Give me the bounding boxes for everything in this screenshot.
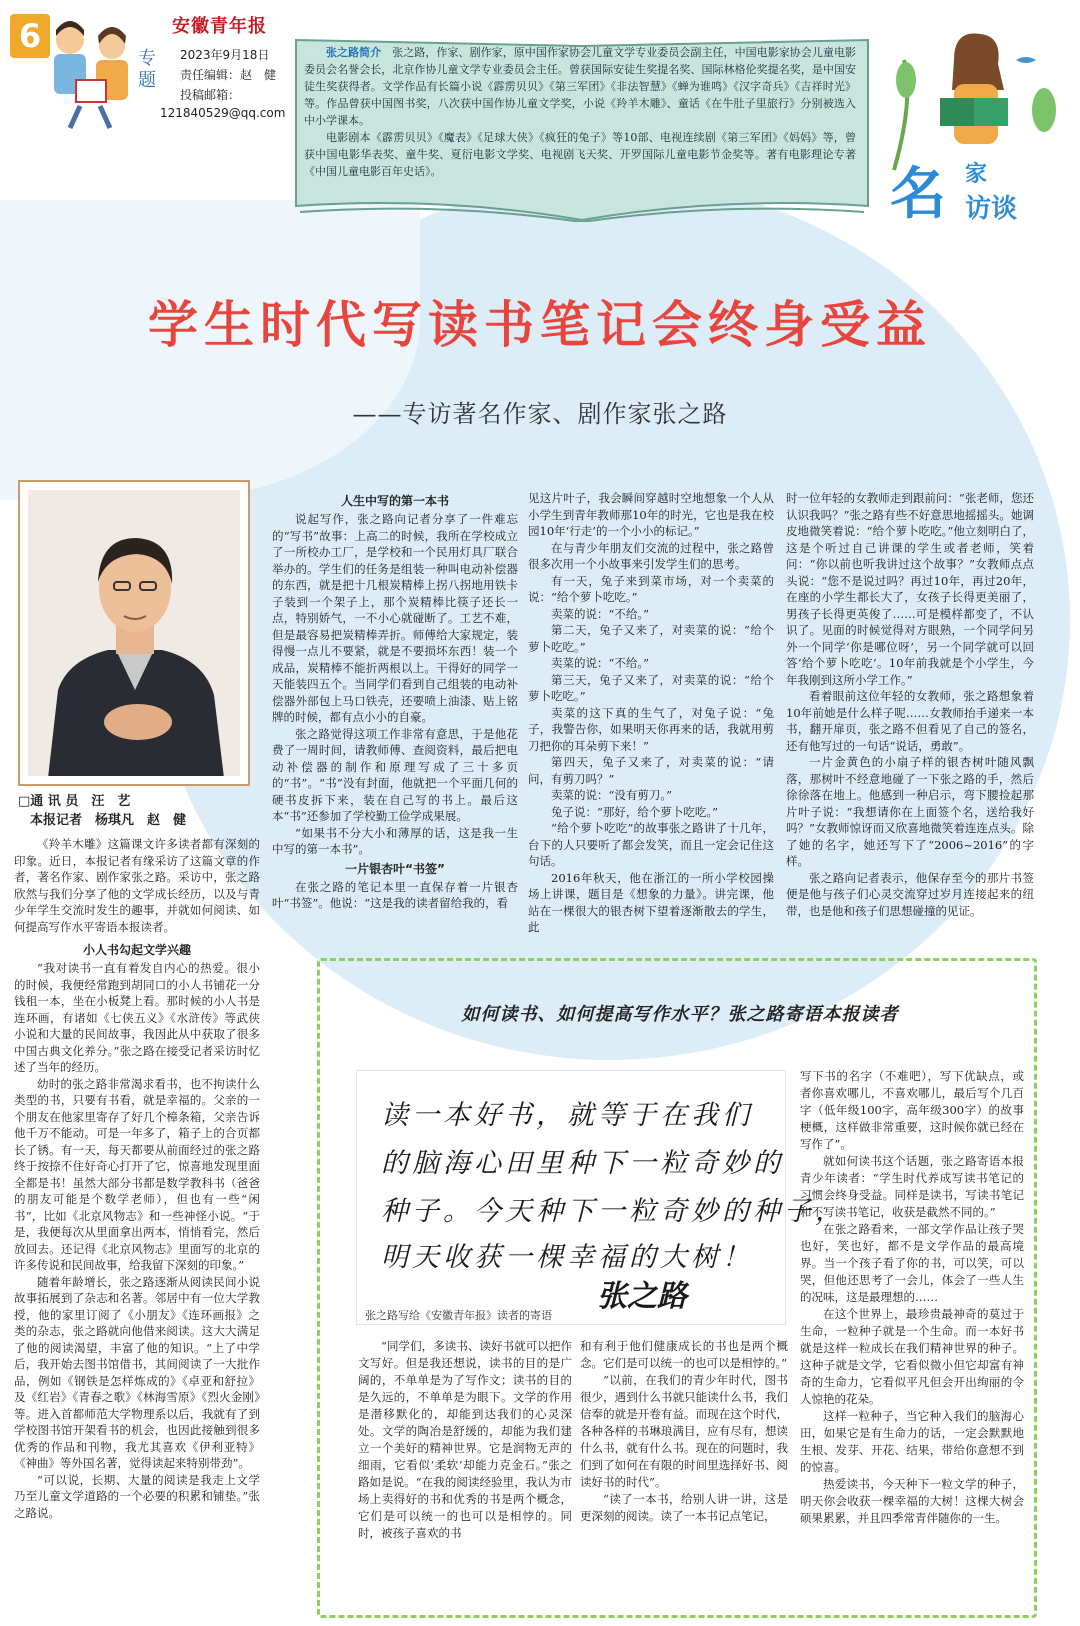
article-column-3 — [528, 490, 774, 936]
article-column-4 — [786, 490, 1034, 919]
byline-correspondent: □通 讯 员 汪 艺 — [18, 794, 131, 809]
handwritten-message — [356, 1070, 846, 1325]
section-heading: 小人书勾起文学兴趣 — [82, 943, 191, 957]
column-logo-jia: 家 — [965, 162, 988, 187]
editor-credit: 责任编辑：赵 健 — [180, 68, 277, 82]
message-paragraph: 在张之路看来，一部文学作品让孩子哭也好，笑也好，都不是文学作品的最高境界。当一个孩子看了你的书，可以笑，可以哭，但他还思考了一会儿，体会了一些人生的况味，这是最理想的…… — [800, 1222, 1024, 1304]
author-signature: 张之路 — [597, 1279, 687, 1314]
article-paragraph: 在张之路的笔记本里一直保存着一片银杏叶“书签”。他说：“这是我的读者留给我的，看 — [272, 879, 518, 910]
article-column-2 — [272, 490, 518, 912]
byline-reporters: 本报记者 杨琪凡 赵 健 — [30, 813, 187, 828]
section-heading: 人生中写的第一本书 — [340, 494, 449, 508]
article-paragraph: 2016年秋天，他在浙江的一所小学校园操场上讲课，题目是《想象的力量》。讲完课，他站在一棵很大的银杏树下望着逐渐散去的学生，此 — [528, 870, 774, 934]
article-paragraph: “可以说，长期、大量的阅读是我走上文学乃至儿童文学道路的一个必要的积累和铺垫。”张之路说。 — [14, 1472, 260, 1520]
article-headline: 学生时代写读书笔记会终身受益 — [148, 295, 932, 354]
author-biography — [304, 44, 856, 180]
author-photo — [18, 480, 250, 786]
article-paragraph: “如果书不分大小和薄厚的话，这是我一生中写的第一本书”。 — [272, 825, 518, 856]
article-paragraph: 第四天，兔子又来了，对卖菜的说：“请问，有剪刀吗？” — [528, 755, 774, 786]
biography-paragraph: 电影剧本《霹雳贝贝》《魔表》《足球大侠》《疯狂的兔子》等10部、电视连续剧《第三军团》《妈妈》等，曾获中国电影华表奖、童牛奖、夏衍电影文学奖、电视剧飞天奖、开罗国际儿童电影节金奖等。著有电影理论专著《中国儿童电影百年史话》。 — [304, 131, 856, 178]
article-paragraph: 卖菜的说：“不给。” — [551, 606, 650, 621]
article-subheadline: ——专访著名作家、剧作家张之路 — [352, 400, 728, 428]
article-paragraph: 第二天，兔子又来了，对卖菜的说：“给个萝卜吃吃。” — [528, 623, 774, 654]
message-paragraph: “读了一本书，给别人讲一讲，这是更深刻的阅读。读了一本书记点笔记， — [580, 1492, 788, 1523]
handwriting-line: 的脑海心田里种下一粒奇妙的 — [381, 1148, 784, 1179]
article-paragraph: 卖菜的说：“不给。” — [551, 656, 650, 670]
section-label: 专题 — [138, 48, 156, 91]
article-paragraph: 卖菜的说：“没有剪刀。” — [551, 788, 673, 802]
message-column-1 — [358, 1338, 572, 1542]
column-logo-ming: 名 — [890, 162, 946, 227]
article-paragraph: 《羚羊木雕》这篇课文许多读者都有深刻的印象。近日，本报记者有缘采访了这篇文章的作者，著名作家、剧作家张之路。采访中，张之路欣然与我们分享了他的文学成长经历，以及与青少年学生交流时发生的趣事，并就如何阅读、如何提高写作水平寄语本报读者。 — [14, 837, 260, 934]
article-paragraph: 张之路向记者表示，他保存至今的那片书签便是他与孩子们心灵交流穿过岁月连接起来的纽带，也是他和孩子们思想碰撞的见证。 — [786, 870, 1034, 918]
message-column-2 — [580, 1338, 788, 1525]
handwriting-caption: 张之路写给《安徽青年报》读者的寄语 — [365, 1309, 552, 1322]
biography-heading: 张之路简介 — [326, 46, 382, 59]
message-paragraph: 写下书的名字（不难吧），写下优缺点，或者你喜欢哪儿，不喜欢哪儿，最后写个几百字（低年级100字，高年级300字）的故事梗概，这样做非常重要，这时候你就已经在写作了”。 — [800, 1069, 1024, 1151]
article-paragraph: 张之路觉得这项工作非常有意思，于是他花费了一周时间，请教师傅、查阅资料，最后把电动补偿器的制作和原理写成了三十多页的“书”。“书”没有封面，他就把一个平面几何的硬书皮拆下来，装在自己写的书上。最后这本“书”还参加了学校勤工俭学成果展。 — [272, 726, 518, 823]
message-column-3 — [800, 1068, 1024, 1527]
article-paragraph: 有一天，兔子来到菜市场，对一个卖菜的说：“给个萝卜吃吃。” — [528, 573, 774, 604]
section-heading: 一片银杏叶“书签” — [345, 861, 445, 876]
article-paragraph: 卖菜的这下真的生气了，对兔子说：“兔子，我警告你，如果明天你再来的话，我就用剪刀把你的耳朵剪下来！” — [528, 705, 774, 753]
biography-paragraph: 张之路，作家、剧作家，原中国作家协会儿童文学专业委员会副主任，中国电影家协会儿童电影委员会名誉会长，北京作协儿童文学专业委员会主任。曾获国际安徒生奖提名奖、国际林格伦奖提名奖，是中国安徒生奖获得者。文学作品有长篇小说《霹雳贝贝》《第三军团》《非法智慧》《蝉为谁鸣》《汉字奇兵》《吉祥时光》等。作品曾获中国图书奖，八次获中国作协儿童文学奖，小说《羚羊木雕》、童话《在牛肚子里旅行》分别被选入中小学课本。 — [304, 46, 857, 127]
children-reading-illustration — [40, 10, 140, 130]
handwriting-line: 种子。今天种下一粒奇妙的种子， — [381, 1196, 846, 1227]
reader-message-title: 如何读书、如何提高写作水平？张之路寄语本报读者 — [461, 1004, 899, 1025]
page-number: 6 — [10, 14, 50, 58]
byline — [18, 792, 253, 830]
message-paragraph: “同学们，多读书、读好书就可以把作文写好。但是我还想说，读书的目的是广阔的，不单单是为了写作文；读书的目的是久远的，不单单是为眼下。文学的作用是潜移默化的，却能到达我们的心灵深处。文学的陶冶是舒缓的，却能为我们建立一个美好的精神世界。它是润物无声的细雨，它看似‘柔软’却能力克金石。”张之路如是说。“在我的阅读经验里，我认为市场上卖得好的书和优秀的书是两个概念，它们是可以统一的也可以是相悖的。同时，被孩子喜欢的书 — [358, 1339, 572, 1540]
article-paragraph: 时一位年轻的女教师走到跟前问：“张老师，您还认识我吗？”张之路有些不好意思地摇摇头。她调皮地微笑着说：“给个萝卜吃吃。”他立刻明白了，这是个听过自己讲课的学生或者老师，笑着问：“你以前也听我讲过这个故事？”女教师点点头说：“您不是说过吗？再过10年，再过20年，在座的小学生都长大了，女孩子长得更美丽了，男孩子长得更英俊了……可是模样都变了，不认识了。见面的时候觉得对方眼熟，一个同学问另外一个同学‘你是哪位呀’，另一个同学就可以回答‘给个萝卜吃吃’。10年前我就是个小学生，今年我刚到这所小学工作。” — [786, 491, 1034, 687]
article-paragraph: 兔子说：“那好，给个萝卜吃吃。” — [551, 804, 719, 819]
message-paragraph: 这样一粒种子，当它种入我们的脑海心田，如果它是有生命力的话，一定会默默地生根、发芽、开花、结果，带给你意想不到的惊喜。 — [800, 1409, 1024, 1474]
email-label: 投稿邮箱： — [180, 88, 241, 102]
article-paragraph: 看着眼前这位年轻的女教师，张之路想象着10年前她是什么样子呢……女教师抬手递来一本书，翻开扉页，张之路不但看见了自己的签名，还有他写过的一句话“说话，勇敢”。 — [786, 689, 1034, 753]
article-paragraph: 见这片叶子，我会瞬间穿越时空地想象一个人从小学生到青年教师那10年的时光，它也是我在校园10年‘行走’的一个小小的标记。” — [528, 491, 774, 538]
message-paragraph: 就如何读书这个话题，张之路寄语本报青少年读者：“学生时代养成写读书笔记的习惯会终身受益。同样是读书，写读书笔记和不写读书笔记，收获是截然不同的。” — [800, 1154, 1024, 1219]
column-logo-fangtan: 访谈 — [965, 194, 1018, 224]
handwriting-line: 读一本好书，就等于在我们 — [381, 1100, 753, 1131]
author-portrait-image — [28, 490, 240, 776]
article-paragraph: “我对读书一直有着发自内心的热爱。很小的时候，我便经常跑到胡同口的小人书铺花一分钱租一本，坐在小板凳上看。那时候的小人书是连环画，有诸如《七侠五义》《水浒传》等武侠小说和大量的民间故事，我因此从中获取了很多中国古典文化养分。”张之路在接受记者采访时忆述了当年的经历。 — [14, 961, 260, 1074]
article-paragraph: 随着年龄增长，张之路逐渐从阅读民间小说故事拓展到了杂志和名著。邻居中有一位大学教授，他的家里订阅了《小朋友》《连环画报》之类的杂志，张之路就向他借来阅读。这大大满足了他的阅读渴望，丰富了他的知识。“上了中学后，我开始去图书馆借书，其间阅读了一大批作品，例如《钢铁是怎样炼成的》《卓亚和舒拉》及《红岩》《青春之歌》《林海雪原》《烈火金刚》等。进入首都师范大学物理系以后，我就有了到学校图书馆开架看书的机会，也因此接触到很多优秀的作品和刊物，我尤其喜欢《伊利亚特》《神曲》等外国名著，觉得读起来特别带劲”。 — [14, 1274, 260, 1470]
article-paragraph: 一片金黄色的小扇子样的银杏树叶随风飘落，那树叶不经意地碰了一下张之路的手，然后徐徐落在地上。他感到一种启示，弯下腰捡起那片叶子说：“我想请你在上面签个名，送给我好吗？”女教师惊讶而又欣喜地微笑着连连点头。除了她的名字，她还写下了“2006~2016”的字样。 — [786, 755, 1034, 868]
message-paragraph: 和有利于他们健康成长的书也是两个概念。它们是可以统一的也可以是相悖的。” — [580, 1339, 788, 1370]
article-paragraph: 说起写作，张之路向记者分享了一件难忘的“写书”故事：上高二的时候，我所在学校成立了一所校办工厂，是学校和一个民用灯具厂联合举办的。学生们的任务是组装一种叫电动补偿器的东西，就是把十几根炭精棒上拐八拐地用铁卡子装到一个架子上，那个炭精棒比筷子还长一点，特别娇气，一不小心就碰断了。工艺不难，但是最容易把炭精棒弄折。师傅给大家规定，装得慢一点儿不要紧，就是不要损坏东西！装一个成品，炭精棒不能折两根以上。干得好的同学一天能装四五个。当同学们看到自己组装的电动补偿器外部包上马口铁壳，还要喷上油漆、贴上铭牌的时候，都有点小小的自豪。 — [272, 512, 518, 724]
contact-email: 121840529@qq.com — [160, 106, 286, 120]
message-paragraph: 在这个世界上，最珍贵最神奇的莫过于生命，一粒种子就是一个生命。而一本好书就是这样一粒成长在我们精神世界的种子。这种子就是文学，它看似微小但它却富有神奇的生命力，它看似平凡但会开出绚丽的令人惊艳的花朵。 — [800, 1307, 1024, 1406]
article-paragraph: 在与青少年朋友们交流的过程中，张之路曾很多次用一个小故事来引发学生们的思考。 — [528, 540, 774, 571]
handwriting-line: 明天收获一棵幸福的大树！ — [381, 1242, 753, 1273]
newspaper-masthead: 安徽青年报 — [172, 16, 267, 37]
message-paragraph: “以前，在我们的青少年时代，图书很少，遇到什么书就只能读什么书，我们信奉的就是开卷有益。而现在这个时代，各种各样的书琳琅满目，应有尽有，想读什么书，就有什么书。现在的问题时，我们到了如何在有限的时间里选择好书、阅读好书的时代”。 — [580, 1373, 788, 1489]
article-column-1 — [14, 836, 260, 1521]
article-paragraph: “给个萝卜吃吃”的故事张之路讲了十几年，台下的人只要听了都会发笑，而且一定会记住这句话。 — [528, 821, 774, 868]
article-paragraph: 第三天，兔子又来了，对卖菜的说：“给个萝卜吃吃。” — [528, 672, 774, 703]
issue-date: 2023年9月18日 — [180, 48, 270, 62]
article-paragraph: 幼时的张之路非常渴求看书，也不拘读什么类型的书，只要有书看，就是幸福的。父亲的一个朋友在他家里寄存了好几个樟条箱，父亲告诉他千万不能动。可是一年多了，箱子上的合页都长了锈。有一天，每天都要从前面经过的张之路终于按捺不住好奇心打开了它，惊喜地发现里面全都是书！虽然大部分书都是数学教科书（爸爸的朋友可能是个数学老师），但也有一些“闲书”，比如《北京风物志》和一些神怪小说。“于是，我便每次从里面拿出两本，悄悄看完，然后放回去。还记得《北京风物志》里面写的北京的许多传说和民间故事，给我留下深刻的印象。” — [14, 1076, 260, 1272]
message-paragraph: 热爱读书，今天种下一粒文学的种子，明天你会收获一棵幸福的大树！这棵大树会硕果累累，并且四季常青伴随你的一生。 — [800, 1477, 1024, 1525]
